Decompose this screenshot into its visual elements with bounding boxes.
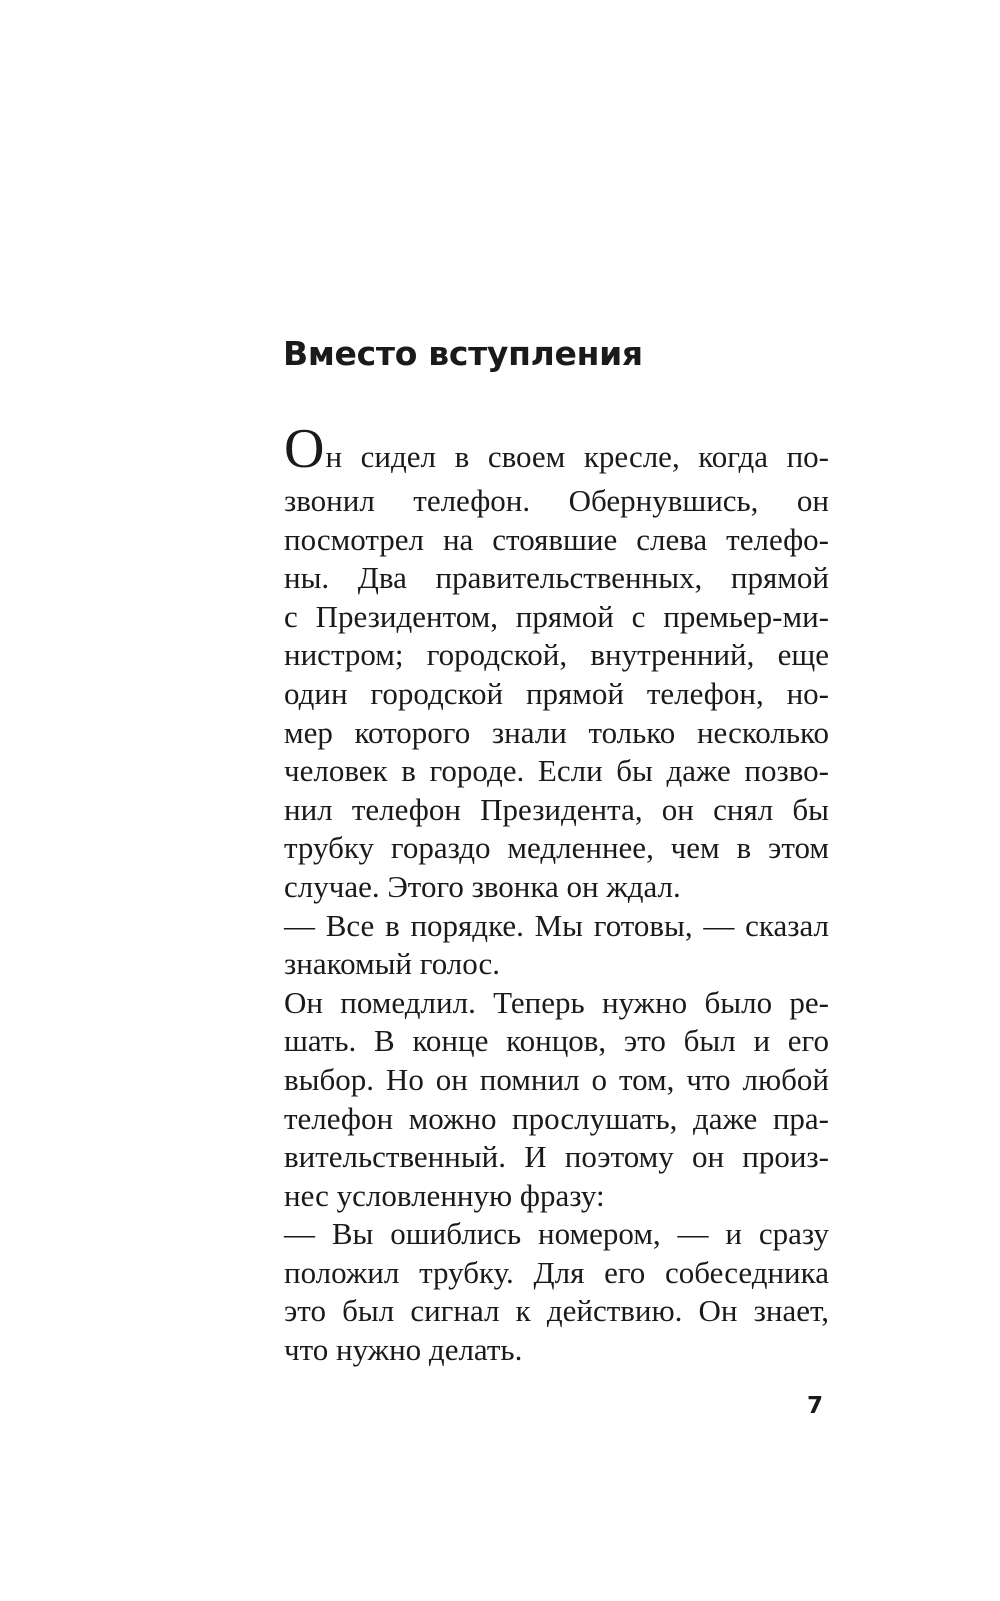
text-line: положил трубку. Для его собеседника <box>284 1254 829 1290</box>
page-number: 7 <box>807 1393 824 1419</box>
text-line: что нужно делать. <box>284 1332 523 1368</box>
text-line: нил телефон Президента, он снял бы <box>284 791 829 827</box>
drop-cap: О <box>284 418 325 480</box>
text-line: один городской прямой телефон, но- <box>284 675 829 711</box>
text-line: шать. В конце концов, это был и его <box>284 1023 829 1059</box>
text-line: это был сигнал к действию. Он знает, <box>284 1293 829 1329</box>
text-line: Он помедлил. Теперь нужно было ре- <box>284 984 829 1020</box>
chapter-body <box>284 418 829 1370</box>
text-line: с Президентом, прямой с премьер-ми- <box>284 598 829 634</box>
text-line: звонил телефон. Обернувшись, он <box>284 483 829 518</box>
first-line-text: н сидел в своем кресле, когда по- <box>325 439 829 474</box>
text-line: случае. Этого звонка он ждал. <box>284 868 681 904</box>
text-line: — Вы ошиблись номером, — и сразу <box>284 1216 829 1252</box>
first-line <box>284 418 829 482</box>
text-line: посмотрел на стоявшие слева телефо- <box>284 521 829 557</box>
text-line: человек в городе. Если бы даже позво- <box>284 753 829 789</box>
text-line: телефон можно прослушать, даже пра- <box>284 1100 829 1136</box>
text-line: вительственный. И поэтому он произ- <box>284 1139 829 1175</box>
text-line: — Все в порядке. Мы готовы, — сказал <box>284 907 829 943</box>
text-line: ны. Два правительственных, прямой <box>284 560 829 596</box>
chapter-title: Вместо вступления <box>283 334 643 373</box>
text-line: трубку гораздо медленнее, чем в этом <box>284 830 829 866</box>
text-line: знакомый голос. <box>284 946 501 982</box>
text-line: нистром; городской, внутренний, еще <box>284 637 829 673</box>
text-line: нес условленную фразу: <box>284 1177 605 1213</box>
text-line: мер которого знали только несколько <box>284 714 829 750</box>
text-line: выбор. Но он помнил о том, что любой <box>284 1061 829 1097</box>
